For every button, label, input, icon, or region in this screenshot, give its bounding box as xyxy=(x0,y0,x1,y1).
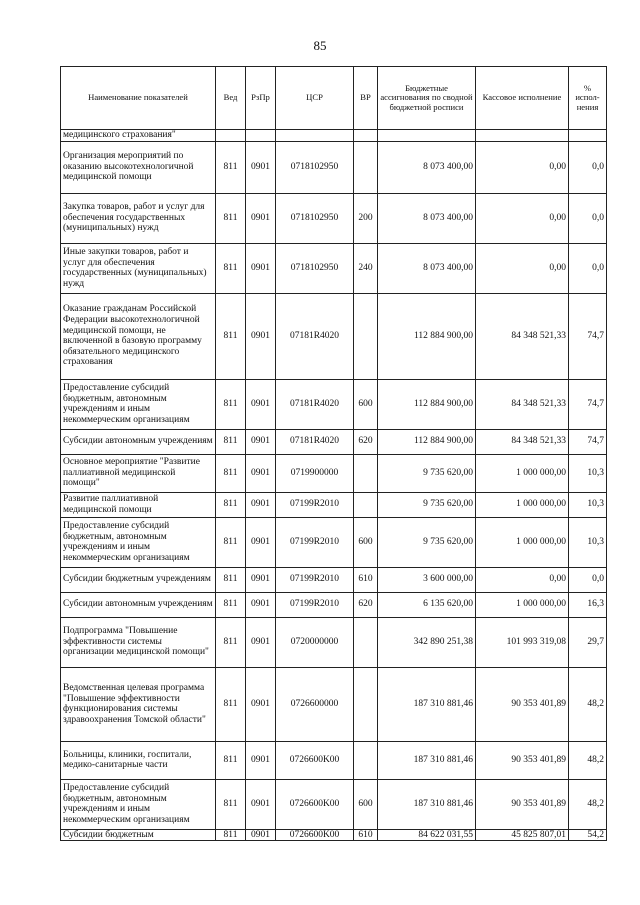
page-number: 85 xyxy=(313,38,327,53)
row-budget: 187 310 881,46 xyxy=(378,779,476,829)
row-budget: 8 073 400,00 xyxy=(378,193,476,243)
table-row xyxy=(61,492,607,517)
table-row xyxy=(61,293,607,379)
row-ved: 811 xyxy=(216,243,246,293)
budget-execution-table xyxy=(60,66,607,841)
row-name: Развитие паллиативной медицинской помощи xyxy=(61,492,216,517)
row-ved: 811 xyxy=(216,617,246,667)
row-name: медицинского страхования" xyxy=(61,130,216,142)
row-csr: 07181R4020 xyxy=(276,379,354,429)
row-rzpr: 0901 xyxy=(246,193,276,243)
row-vr xyxy=(354,667,378,741)
row-csr: 0720000000 xyxy=(276,617,354,667)
header-rzpr: РзПр xyxy=(246,67,276,130)
row-cash: 90 353 401,89 xyxy=(476,779,569,829)
row-csr: 0726600000 xyxy=(276,667,354,741)
row-percent: 74,7 xyxy=(569,429,607,454)
header-cash: Кассовое исполнение xyxy=(476,67,569,130)
table-row xyxy=(61,429,607,454)
row-csr: 07199R2010 xyxy=(276,517,354,567)
row-percent: 10,3 xyxy=(569,517,607,567)
row-name: Субсидии автономным учреждениям xyxy=(61,592,216,617)
row-ved: 811 xyxy=(216,567,246,592)
row-name: Основное мероприятие "Развитие паллиативной медицинской помощи" xyxy=(61,454,216,492)
row-percent: 48,2 xyxy=(569,667,607,741)
row-vr: 240 xyxy=(354,243,378,293)
row-percent: 48,2 xyxy=(569,741,607,779)
row-budget: 187 310 881,46 xyxy=(378,667,476,741)
row-cash: 1 000 000,00 xyxy=(476,454,569,492)
row-cash: 90 353 401,89 xyxy=(476,667,569,741)
row-vr: 600 xyxy=(354,779,378,829)
row-csr: 0726600K00 xyxy=(276,741,354,779)
row-percent: 0,0 xyxy=(569,243,607,293)
row-vr: 620 xyxy=(354,592,378,617)
table-row xyxy=(61,243,607,293)
table-row xyxy=(61,379,607,429)
row-percent: 10,3 xyxy=(569,492,607,517)
row-budget: 9 735 620,00 xyxy=(378,454,476,492)
row-ved: 811 xyxy=(216,667,246,741)
row-csr: 0718102950 xyxy=(276,243,354,293)
row-ved: 811 xyxy=(216,592,246,617)
row-csr: 0718102950 xyxy=(276,193,354,243)
table-row xyxy=(61,141,607,193)
row-percent: 74,7 xyxy=(569,293,607,379)
row-name: Предоставление субсидий бюджетным, автономным учреждениям и иным некоммерческим организациям xyxy=(61,779,216,829)
row-rzpr: 0901 xyxy=(246,592,276,617)
row-budget: 112 884 900,00 xyxy=(378,379,476,429)
row-vr xyxy=(354,741,378,779)
row-vr xyxy=(354,293,378,379)
table-row xyxy=(61,193,607,243)
table-row xyxy=(61,592,607,617)
row-percent: 0,0 xyxy=(569,141,607,193)
row-percent: 16,3 xyxy=(569,592,607,617)
row-budget xyxy=(378,130,476,142)
row-ved: 811 xyxy=(216,193,246,243)
table-row xyxy=(61,617,607,667)
row-budget: 187 310 881,46 xyxy=(378,741,476,779)
row-percent: 10,3 xyxy=(569,454,607,492)
row-percent: 54,2 xyxy=(569,829,607,841)
row-ved: 811 xyxy=(216,829,246,841)
row-rzpr: 0901 xyxy=(246,429,276,454)
row-budget: 6 135 620,00 xyxy=(378,592,476,617)
row-ved: 811 xyxy=(216,454,246,492)
row-ved: 811 xyxy=(216,741,246,779)
table-header-row xyxy=(61,67,607,130)
row-name: Подпрограмма "Повышение эффективности системы организации медицинской помощи" xyxy=(61,617,216,667)
row-csr xyxy=(276,130,354,142)
header-ved: Вед xyxy=(216,67,246,130)
row-percent: 0,0 xyxy=(569,567,607,592)
row-ved: 811 xyxy=(216,779,246,829)
row-csr: 0726600K00 xyxy=(276,829,354,841)
row-name: Ведомственная целевая программа "Повышение эффективности функционирования системы здравоохранения Томской области" xyxy=(61,667,216,741)
row-cash: 0,00 xyxy=(476,141,569,193)
row-ved: 811 xyxy=(216,492,246,517)
row-cash: 1 000 000,00 xyxy=(476,592,569,617)
row-name: Предоставление субсидий бюджетным, автономным учреждениям и иным некоммерческим организациям xyxy=(61,379,216,429)
row-budget: 8 073 400,00 xyxy=(378,141,476,193)
row-csr: 0718102950 xyxy=(276,141,354,193)
row-cash: 1 000 000,00 xyxy=(476,492,569,517)
table-row xyxy=(61,567,607,592)
row-rzpr: 0901 xyxy=(246,293,276,379)
row-name: Организация мероприятий по оказанию высокотехнологичной медицинской помощи xyxy=(61,141,216,193)
row-cash: 84 348 521,33 xyxy=(476,379,569,429)
row-vr: 200 xyxy=(354,193,378,243)
row-csr: 0726600K00 xyxy=(276,779,354,829)
row-cash: 45 825 807,01 xyxy=(476,829,569,841)
row-budget: 3 600 000,00 xyxy=(378,567,476,592)
table-row xyxy=(61,829,607,841)
row-name: Больницы, клиники, госпитали, медико-санитарные части xyxy=(61,741,216,779)
row-csr: 07181R4020 xyxy=(276,429,354,454)
row-ved: 811 xyxy=(216,517,246,567)
row-rzpr: 0901 xyxy=(246,379,276,429)
row-rzpr: 0901 xyxy=(246,567,276,592)
row-budget: 8 073 400,00 xyxy=(378,243,476,293)
row-csr: 07181R4020 xyxy=(276,293,354,379)
row-cash: 101 993 319,08 xyxy=(476,617,569,667)
row-vr xyxy=(354,617,378,667)
row-rzpr: 0901 xyxy=(246,617,276,667)
table-row xyxy=(61,454,607,492)
row-cash: 0,00 xyxy=(476,243,569,293)
header-vr: ВР xyxy=(354,67,378,130)
row-csr: 07199R2010 xyxy=(276,492,354,517)
row-name: Иные закупки товаров, работ и услуг для обеспечения государственных (муниципальных) нужд xyxy=(61,243,216,293)
row-rzpr: 0901 xyxy=(246,741,276,779)
row-rzpr: 0901 xyxy=(246,454,276,492)
row-vr xyxy=(354,130,378,142)
row-budget: 112 884 900,00 xyxy=(378,293,476,379)
row-percent: 29,7 xyxy=(569,617,607,667)
row-name: Оказание гражданам Российской Федерации высокотехнологичной медицинской помощи, не включенной в базовую программу обязательного медицинского страхования xyxy=(61,293,216,379)
row-name: Субсидии бюджетным учреждениям xyxy=(61,567,216,592)
row-rzpr: 0901 xyxy=(246,517,276,567)
header-name: Наименование показателей xyxy=(61,67,216,130)
table-row xyxy=(61,130,607,142)
row-cash: 0,00 xyxy=(476,567,569,592)
row-budget: 342 890 251,38 xyxy=(378,617,476,667)
row-ved xyxy=(216,130,246,142)
row-ved: 811 xyxy=(216,293,246,379)
row-percent: 74,7 xyxy=(569,379,607,429)
table-row xyxy=(61,741,607,779)
row-rzpr xyxy=(246,130,276,142)
header-budget: Бюджетные ассигнования по сводной бюджетной росписи xyxy=(378,67,476,130)
header-percent: % испол-нения xyxy=(569,67,607,130)
row-percent: 0,0 xyxy=(569,193,607,243)
row-vr: 610 xyxy=(354,829,378,841)
row-budget: 9 735 620,00 xyxy=(378,492,476,517)
row-cash: 84 348 521,33 xyxy=(476,293,569,379)
row-name: Предоставление субсидий бюджетным, автономным учреждениям и иным некоммерческим организациям xyxy=(61,517,216,567)
row-rzpr: 0901 xyxy=(246,243,276,293)
row-csr: 07199R2010 xyxy=(276,567,354,592)
table-row xyxy=(61,667,607,741)
row-cash: 84 348 521,33 xyxy=(476,429,569,454)
row-rzpr: 0901 xyxy=(246,829,276,841)
row-cash xyxy=(476,130,569,142)
row-cash: 1 000 000,00 xyxy=(476,517,569,567)
row-ved: 811 xyxy=(216,379,246,429)
row-budget: 9 735 620,00 xyxy=(378,517,476,567)
row-rzpr: 0901 xyxy=(246,779,276,829)
row-csr: 07199R2010 xyxy=(276,592,354,617)
row-percent xyxy=(569,130,607,142)
row-cash: 90 353 401,89 xyxy=(476,741,569,779)
row-name: Закупка товаров, работ и услуг для обеспечения государственных (муниципальных) нужд xyxy=(61,193,216,243)
row-vr xyxy=(354,141,378,193)
row-vr: 620 xyxy=(354,429,378,454)
row-budget: 112 884 900,00 xyxy=(378,429,476,454)
row-percent: 48,2 xyxy=(569,779,607,829)
row-vr xyxy=(354,492,378,517)
row-vr: 610 xyxy=(354,567,378,592)
row-vr xyxy=(354,454,378,492)
row-name: Субсидии бюджетным xyxy=(61,829,216,841)
row-name: Субсидии автономным учреждениям xyxy=(61,429,216,454)
table-row xyxy=(61,517,607,567)
row-rzpr: 0901 xyxy=(246,492,276,517)
row-vr: 600 xyxy=(354,379,378,429)
row-ved: 811 xyxy=(216,429,246,454)
row-rzpr: 0901 xyxy=(246,667,276,741)
table-row xyxy=(61,779,607,829)
row-budget: 84 622 031,55 xyxy=(378,829,476,841)
row-ved: 811 xyxy=(216,141,246,193)
row-rzpr: 0901 xyxy=(246,141,276,193)
row-cash: 0,00 xyxy=(476,193,569,243)
header-csr: ЦСР xyxy=(276,67,354,130)
row-vr: 600 xyxy=(354,517,378,567)
row-csr: 0719900000 xyxy=(276,454,354,492)
